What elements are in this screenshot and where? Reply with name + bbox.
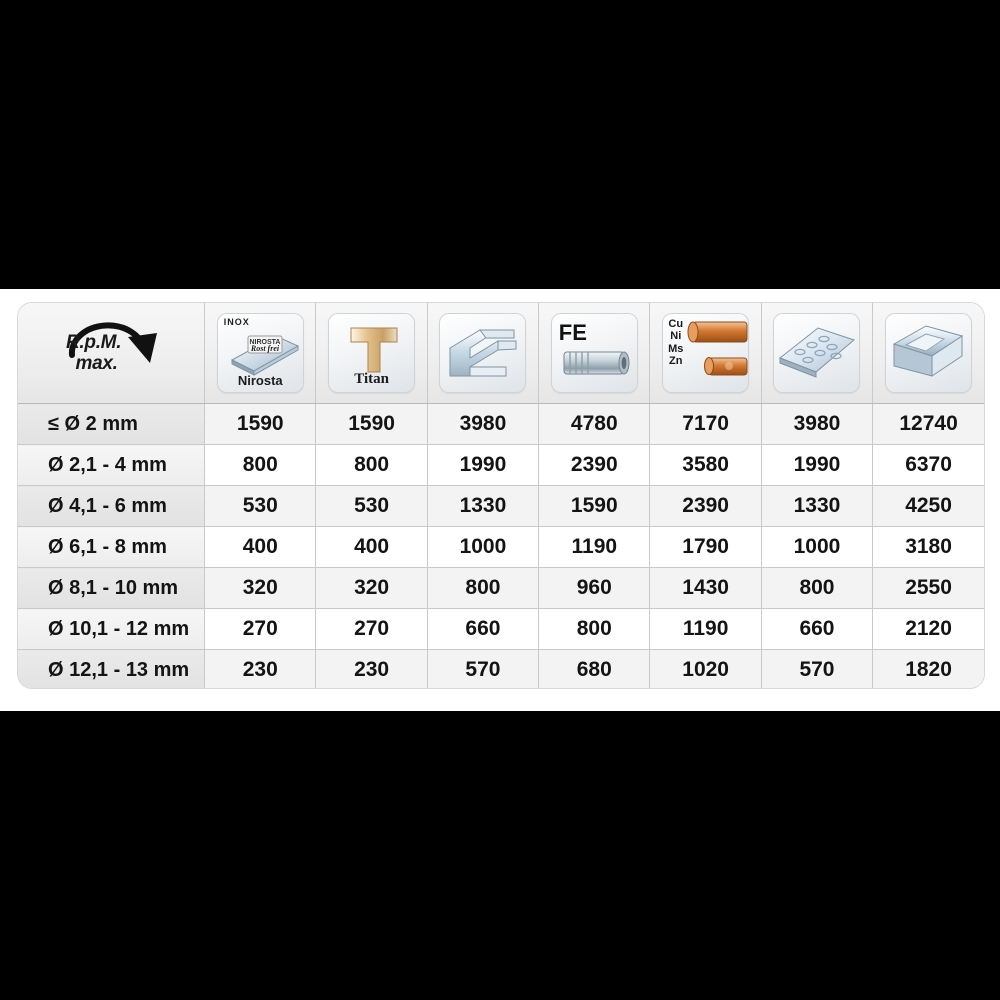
- cell-sheet: 1330: [761, 486, 872, 527]
- rpm-table: [18, 303, 984, 688]
- cell-titan: 230: [316, 650, 427, 689]
- cell-titan: 320: [316, 568, 427, 609]
- cell-titan: 400: [316, 527, 427, 568]
- header-column-tube: [873, 303, 984, 404]
- cell-tube: 3180: [873, 527, 984, 568]
- cell-fe: 800: [539, 609, 650, 650]
- column-label-nirosta: Nirosta: [237, 373, 283, 388]
- cell-tube: 12740: [873, 404, 984, 445]
- cell-sheet: 3980: [761, 404, 872, 445]
- cell-sheet: 570: [761, 650, 872, 689]
- row-label: Ø 10,1 - 12 mm: [18, 609, 205, 650]
- cell-tube: 6370: [873, 445, 984, 486]
- cell-profile: 1330: [427, 486, 538, 527]
- rpm-label-line1: R.p.M.: [66, 332, 122, 353]
- svg-text:Rost frei: Rost frei: [250, 344, 279, 353]
- header-column-fe: [539, 303, 650, 404]
- perforated-sheet-icon: [774, 314, 859, 392]
- cell-nonferrous: 1430: [650, 568, 761, 609]
- rpm-table-container: [18, 303, 984, 688]
- table-body: [18, 404, 984, 689]
- cell-fe: 1590: [539, 486, 650, 527]
- cell-titan: 530: [316, 486, 427, 527]
- cell-tube: 4250: [873, 486, 984, 527]
- row-label: Ø 4,1 - 6 mm: [18, 486, 205, 527]
- chart-card: [0, 289, 1000, 711]
- table-row: [18, 445, 984, 486]
- cell-tube: 2120: [873, 609, 984, 650]
- header-column-titan: [316, 303, 427, 404]
- titanium-beam-icon: [329, 314, 414, 392]
- cell-profile: 1990: [427, 445, 538, 486]
- table-row: [18, 568, 984, 609]
- cell-profile: 1000: [427, 527, 538, 568]
- table-row: [18, 650, 984, 689]
- cell-profile: 3980: [427, 404, 538, 445]
- inox-badge: INOX: [223, 317, 250, 327]
- cell-sheet: 1000: [761, 527, 872, 568]
- cell-sheet: 1990: [761, 445, 872, 486]
- cell-titan: 1590: [316, 404, 427, 445]
- cell-nonferrous: 1190: [650, 609, 761, 650]
- cell-nirosta: 800: [205, 445, 316, 486]
- cell-nirosta: 230: [205, 650, 316, 689]
- cell-nirosta: 530: [205, 486, 316, 527]
- cell-fe: 680: [539, 650, 650, 689]
- column-label-fe: FE: [558, 320, 587, 345]
- cell-fe: 1190: [539, 527, 650, 568]
- metal-ms: Ms: [668, 342, 684, 355]
- cell-nonferrous: 7170: [650, 404, 761, 445]
- square-tube-icon: [886, 314, 971, 392]
- nonferrous-metal-list: [668, 318, 683, 367]
- table-row: [18, 609, 984, 650]
- cell-fe: 960: [539, 568, 650, 609]
- rpm-label-line2: max.: [75, 352, 118, 374]
- cell-profile: 800: [427, 568, 538, 609]
- metal-cu: Cu: [668, 318, 684, 330]
- cell-sheet: 800: [761, 568, 872, 609]
- cell-fe: 2390: [539, 445, 650, 486]
- cell-titan: 800: [316, 445, 427, 486]
- cell-tube: 2550: [873, 568, 984, 609]
- cell-sheet: 660: [761, 609, 872, 650]
- svg-text:NIROSTA: NIROSTA: [249, 339, 281, 346]
- header-column-profile: [427, 303, 538, 404]
- cell-tube: 1820: [873, 650, 984, 689]
- cell-profile: 660: [427, 609, 538, 650]
- cell-profile: 570: [427, 650, 538, 689]
- header-column-sheet: [761, 303, 872, 404]
- iron-pipe-icon: [552, 314, 637, 392]
- row-label: Ø 6,1 - 8 mm: [18, 527, 205, 568]
- cell-nirosta: 400: [205, 527, 316, 568]
- copper-pipe-icon: [663, 314, 748, 392]
- cell-nirosta: 1590: [205, 404, 316, 445]
- row-label: Ø 2,1 - 4 mm: [18, 445, 205, 486]
- table-row: [18, 404, 984, 445]
- table-header-row: [18, 303, 984, 404]
- table-row: [18, 486, 984, 527]
- cell-fe: 4780: [539, 404, 650, 445]
- header-column-nirosta: [205, 303, 316, 404]
- cell-titan: 270: [316, 609, 427, 650]
- row-label: ≤ Ø 2 mm: [18, 404, 205, 445]
- metal-ni: Ni: [670, 330, 682, 343]
- steel-profile-icon: [440, 314, 525, 392]
- cell-nirosta: 320: [205, 568, 316, 609]
- cell-nonferrous: 2390: [650, 486, 761, 527]
- column-label-titan: Titan: [354, 371, 389, 387]
- header-column-nonferrous: [650, 303, 761, 404]
- header-rpm-corner: [18, 303, 205, 404]
- metal-zn: Zn: [669, 354, 683, 367]
- cell-nirosta: 270: [205, 609, 316, 650]
- table-row: [18, 527, 984, 568]
- cell-nonferrous: 1020: [650, 650, 761, 689]
- stainless-steel-sheet-icon: [218, 314, 303, 392]
- cell-nonferrous: 3580: [650, 445, 761, 486]
- row-label: Ø 12,1 - 13 mm: [18, 650, 205, 689]
- cell-nonferrous: 1790: [650, 527, 761, 568]
- row-label: Ø 8,1 - 10 mm: [18, 568, 205, 609]
